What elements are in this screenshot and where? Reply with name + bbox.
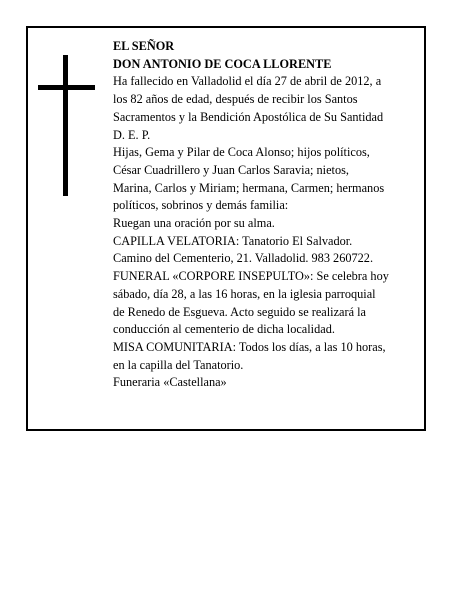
text-line: Funeraria «Castellana»: [113, 375, 227, 390]
text-line: sábado, día 28, a las 16 horas, en la iglesia parroquial: [113, 286, 376, 301]
text-line: CAPILLA VELATORIA: Tanatorio El Salvador.: [113, 233, 353, 248]
text-line: Ha fallecido en Valladolid el día 27 de abril de 2012, a: [113, 74, 382, 89]
text-line: César Cuadrillero y Juan Carlos Saravia; nietos,: [113, 162, 349, 177]
cross-vertical-bar: [63, 55, 68, 196]
text-line: D. E. P.: [113, 127, 151, 142]
text-line: Sacramentos y la Bendición Apostólica de Su Santidad: [113, 109, 384, 124]
text-line: Hijas, Gema y Pilar de Coca Alonso; hijos políticos,: [113, 145, 370, 160]
text-line: conducción al cementerio de dicha localidad.: [113, 322, 335, 337]
obituary-heading-title: EL SEÑOR: [113, 39, 175, 53]
text-line: en la capilla del Tanatorio.: [113, 357, 244, 372]
cross-horizontal-bar: [38, 85, 95, 90]
text-line: FUNERAL «CORPORE INSEPULTO»: Se celebra hoy: [113, 269, 389, 284]
text-line: los 82 años de edad, después de recibir los Santos: [113, 92, 358, 107]
obituary-text: [113, 38, 425, 392]
text-line: de Renedo de Esgueva. Acto seguido se realizará la: [113, 304, 367, 319]
text-line: MISA COMUNITARIA: Todos los días, a las 10 horas,: [113, 339, 386, 354]
text-line: políticos, sobrinos y demás familia:: [113, 198, 289, 213]
text-line: Ruegan una oración por su alma.: [113, 216, 275, 231]
text-line: Marina, Carlos y Miriam; hermana, Carmen; hermanos: [113, 180, 385, 195]
obituary-heading-name: DON ANTONIO DE COCA LLORENTE: [113, 56, 332, 71]
text-line: Camino del Cementerio, 21. Valladolid. 983 260722.: [113, 251, 374, 266]
